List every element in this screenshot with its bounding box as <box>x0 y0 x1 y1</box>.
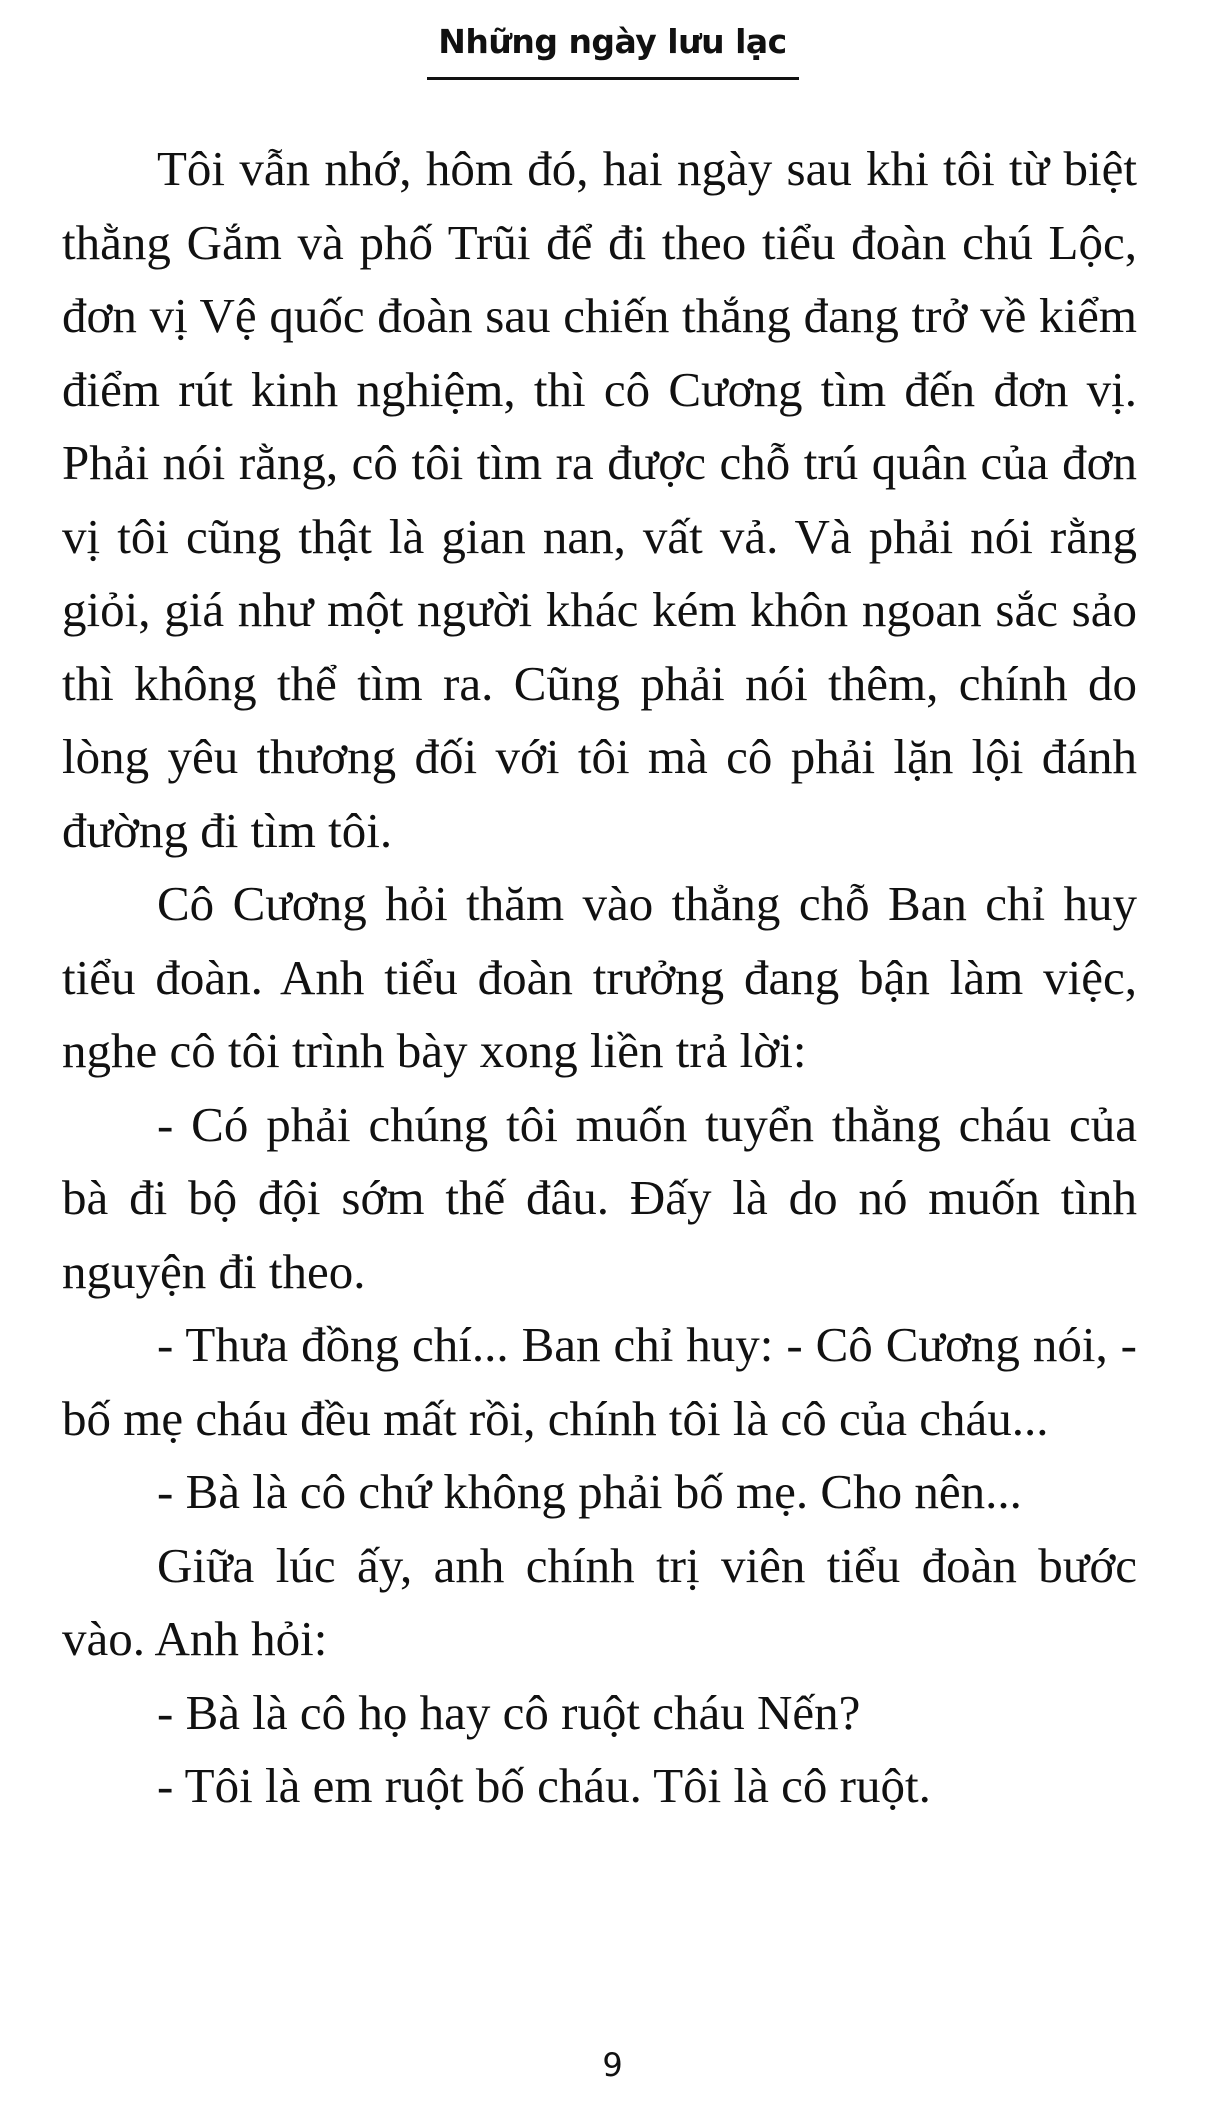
dialogue-line: - Tôi là em ruột bố cháu. Tôi là cô ruột. <box>157 1758 931 1813</box>
page-number: 9 <box>602 2046 623 2084</box>
body-text <box>62 132 1137 1823</box>
paragraph: Cô Cương hỏi thăm vào thẳng chỗ Ban chỉ huy tiểu đoàn. Anh tiểu đoàn trưởng đang bận làm việc, nghe cô tôi trình bày xong liền trả lời: <box>62 876 1137 1078</box>
dialogue-line: - Bà là cô chứ không phải bố mẹ. Cho nên... <box>157 1464 1022 1519</box>
dialogue-line: - Thưa đồng chí... Ban chỉ huy: - Cô Cương nói, - bố mẹ cháu đều mất rồi, chính tôi là cô của cháu... <box>62 1317 1137 1446</box>
running-header <box>0 22 1225 80</box>
running-title: Những ngày lưu lạc <box>427 22 799 80</box>
paragraph: Tôi vẫn nhớ, hôm đó, hai ngày sau khi tôi từ biệt thằng Gắm và phố Trũi để đi theo tiểu đoàn chú Lộc, đơn vị Vệ quốc đoàn sau chiến thắng đang trở về kiểm điểm rút kinh nghiệm, thì cô Cương tìm đến đơn vị. Phải nói rằng, cô tôi tìm ra được chỗ trú quân của đơn vị tôi cũng thật là gian nan, vất vả. Và phải nói rằng giỏi, giá như một người khác kém khôn ngoan sắc sảo thì không thể tìm ra. Cũng phải nói thêm, chính do lòng yêu thương đối với tôi mà cô phải lặn lội đánh đường đi tìm tôi. <box>62 141 1137 858</box>
paragraph: Giữa lúc ấy, anh chính trị viên tiểu đoàn bước vào. Anh hỏi: <box>62 1537 1137 1666</box>
dialogue-line: - Bà là cô họ hay cô ruột cháu Nến? <box>157 1684 861 1740</box>
dialogue-line: - Có phải chúng tôi muốn tuyển thằng cháu của bà đi bộ đội sớm thế đâu. Đấy là do nó muốn tình nguyện đi theo. <box>62 1096 1137 1299</box>
